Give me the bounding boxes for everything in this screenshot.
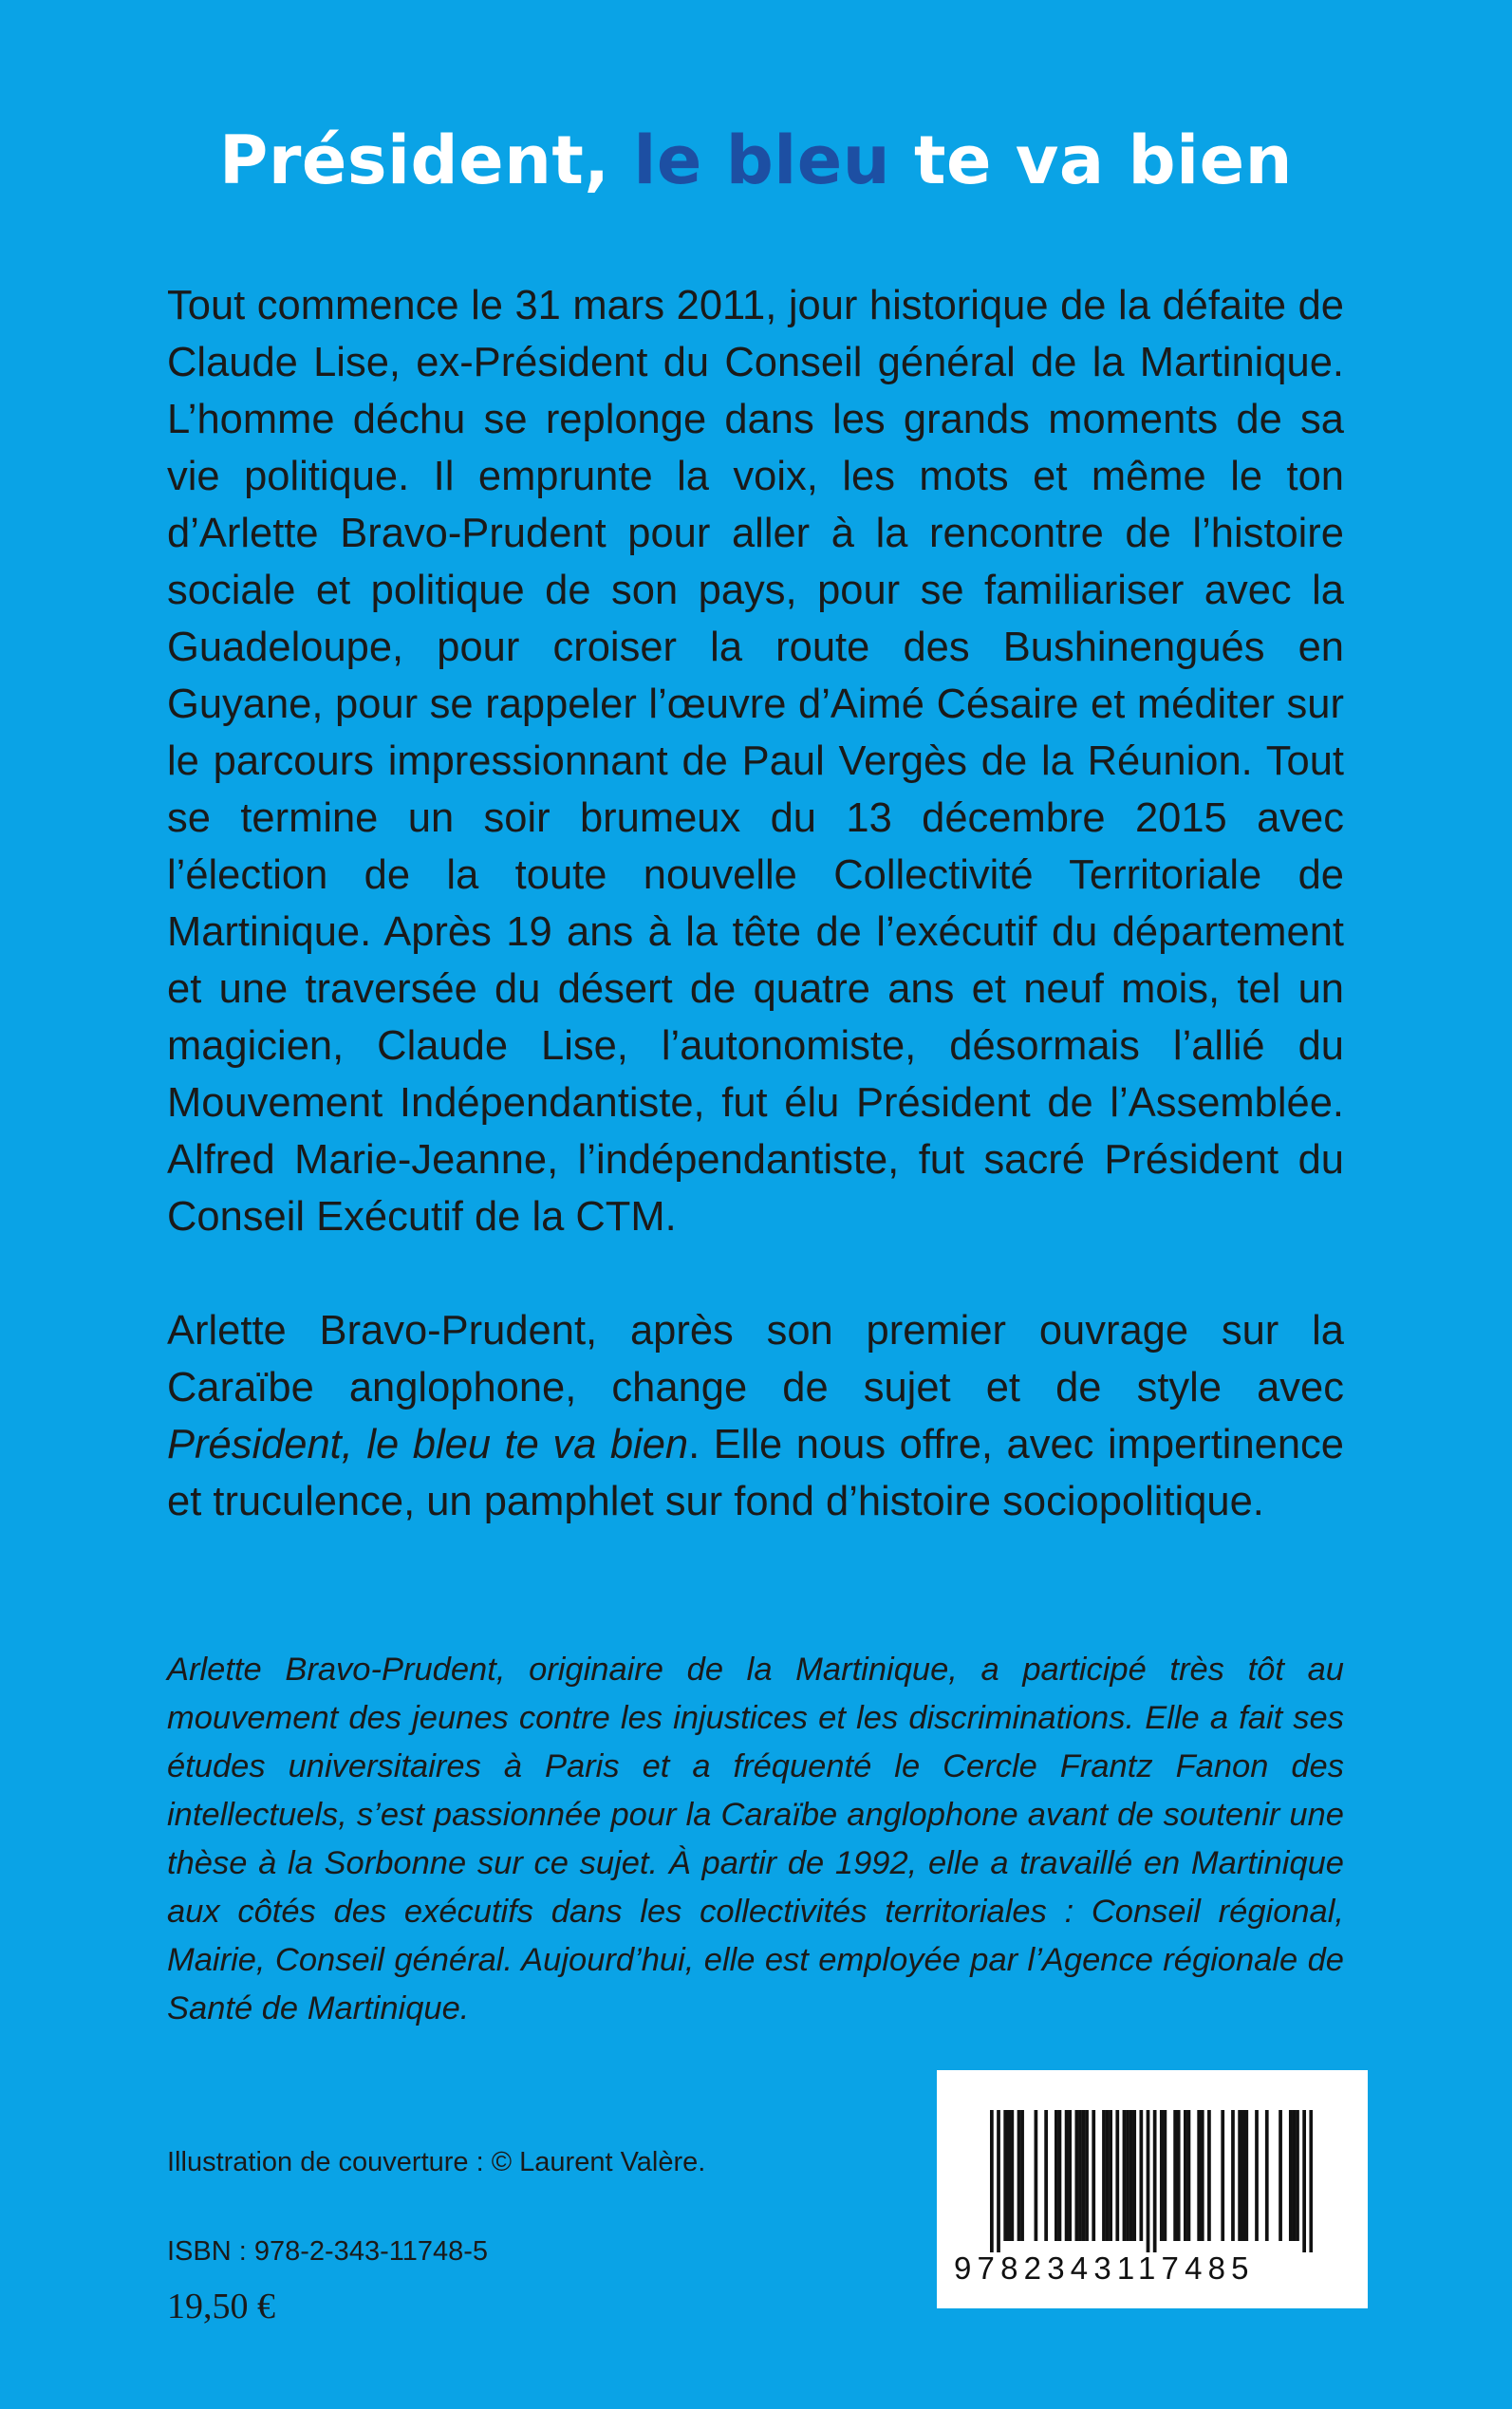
barcode-bar xyxy=(1058,2110,1062,2241)
barcode-bar xyxy=(1092,2110,1095,2241)
barcode-bar xyxy=(1231,2110,1235,2241)
barcode xyxy=(990,2110,1313,2252)
barcode-bar xyxy=(1201,2110,1204,2241)
barcode-bar xyxy=(1293,2110,1297,2241)
book-title xyxy=(0,121,1512,199)
barcode-bar xyxy=(1074,2110,1078,2241)
barcode-bar xyxy=(990,2110,994,2252)
illustration-credit: Illustration de couverture : © Laurent Valère. xyxy=(167,2147,706,2177)
barcode-bar xyxy=(1160,2110,1164,2241)
title-part-3: te va bien xyxy=(890,121,1293,199)
barcode-bar xyxy=(1044,2110,1048,2241)
summary-paragraph-2-end: . Elle nous offre, avec impertinence et truculence, un pamphlet sur fond d’histoire sociopolitique. xyxy=(167,1422,1344,1524)
barcode-bar xyxy=(1244,2110,1248,2241)
summary-book-title-italic: Président, le bleu te va bien xyxy=(167,1422,689,1467)
barcode-bar xyxy=(1289,2110,1293,2241)
barcode-bar xyxy=(1085,2110,1089,2241)
barcode-bar xyxy=(1309,2110,1313,2252)
barcode-bar xyxy=(1003,2110,1007,2241)
barcode-bar xyxy=(1139,2110,1143,2241)
barcode-bar xyxy=(1106,2110,1110,2241)
barcode-bar xyxy=(1055,2110,1058,2241)
barcode-bar xyxy=(1017,2110,1021,2241)
barcode-bar xyxy=(1020,2110,1024,2241)
barcode-bar xyxy=(1132,2110,1136,2241)
summary-paragraph-1: Tout commence le 31 mars 2011, jour historique de la défaite de Claude Lise, ex-Président du Conseil général de la Martinique. L’homme déchu se replonge dans les grands moments de sa vie politique. Il emprunte la voix, les mots et même le ton d’Arlette Bravo-Prudent pour aller à la rencontre de l’histoire sociale et politique de son pays, pour se familiariser avec la Guadeloupe, pour croiser la route des Bushinengués en Guyane, pour se rappeler l’œuvre d’Aimé Césaire et méditer sur le parcours impressionnant de Paul Vergès de la Réunion. Tout se termine un soir brumeux du 13 décembre 2015 avec l’élection de la toute nouvelle Collectivité Territoriale de Martinique. Après 19 ans à la tête de l’exécutif du département et une traversée du désert de quatre ans et neuf mois, tel un magicien, Claude Lise, l’autonomiste, désormais l’allié du Mouvement Indépendantiste, fut élu Président de l’Assemblée. Alfred Marie-Jeanne, l’indépendantiste, fut sacré Président du Conseil Exécutif de la CTM. xyxy=(167,283,1344,1240)
title-part-1: Président, xyxy=(219,121,634,199)
barcode-bar xyxy=(1007,2110,1011,2241)
barcode-bar xyxy=(1177,2110,1181,2241)
barcode-bar xyxy=(1302,2110,1306,2252)
barcode-bar xyxy=(1238,2110,1241,2241)
barcode-bar xyxy=(1207,2110,1211,2241)
barcode-bar xyxy=(1102,2110,1106,2241)
barcode-digits: 9782343117485 xyxy=(954,2250,1255,2286)
barcode-bar xyxy=(1153,2110,1157,2252)
barcode-bar xyxy=(1197,2110,1201,2241)
barcode-bar xyxy=(997,2110,1000,2252)
barcode-bar xyxy=(1296,2110,1299,2241)
isbn: ISBN : 978-2-343-11748-5 xyxy=(167,2236,489,2267)
author-bio: Arlette Bravo-Prudent, originaire de la Martinique, a participé très tôt au mouvement des jeunes contre les injustices et les discriminations. Elle a fait ses études universitaires à Paris et a fréquenté le Cercle Frantz Fanon des intellectuels, s’est passionnée pour la Caraïbe anglophone avant de soutenir une thèse à la Sorbonne sur ce sujet. À partir de 1992, elle a travaillé en Martinique aux côtés des exécutifs dans les collectivités territoriales : Conseil régional, Mairie, Conseil général. Aujourd’hui, elle est employée par l’Agence régionale de Santé de Martinique. xyxy=(167,1652,1344,2026)
barcode-bar xyxy=(1010,2110,1014,2241)
barcode-bar xyxy=(1078,2110,1082,2241)
barcode-bar xyxy=(1164,2110,1167,2241)
barcode-bar xyxy=(1173,2110,1177,2241)
barcode-bar xyxy=(1187,2110,1191,2241)
barcode-bar xyxy=(1147,2110,1150,2252)
barcode-bar xyxy=(1126,2110,1129,2241)
barcode-bar xyxy=(1109,2110,1112,2241)
barcode-bar xyxy=(1082,2110,1086,2241)
barcode-bar xyxy=(1255,2110,1259,2241)
title-part-2: le bleu xyxy=(633,121,891,199)
barcode-bar xyxy=(1035,2110,1038,2241)
barcode-bar xyxy=(1279,2110,1282,2241)
barcode-bar xyxy=(1184,2110,1187,2241)
barcode-bar xyxy=(1068,2110,1072,2241)
barcode-bar xyxy=(1115,2110,1119,2241)
barcode-box xyxy=(937,2070,1368,2308)
price: 19,50 € xyxy=(167,2287,275,2326)
summary-paragraph-2 xyxy=(167,1302,1344,1530)
barcode-bar xyxy=(1129,2110,1133,2241)
book-summary xyxy=(167,277,1344,1587)
barcode-bar xyxy=(1221,2110,1224,2241)
barcode-bar xyxy=(1065,2110,1069,2241)
barcode-bar xyxy=(1241,2110,1245,2241)
barcode-bar xyxy=(1123,2110,1127,2241)
barcode-bar xyxy=(1265,2110,1269,2241)
summary-paragraph-2-start: Arlette Bravo-Prudent, après son premier ouvrage sur la Caraïbe anglophone, change de sujet et de style avec xyxy=(167,1308,1344,1410)
